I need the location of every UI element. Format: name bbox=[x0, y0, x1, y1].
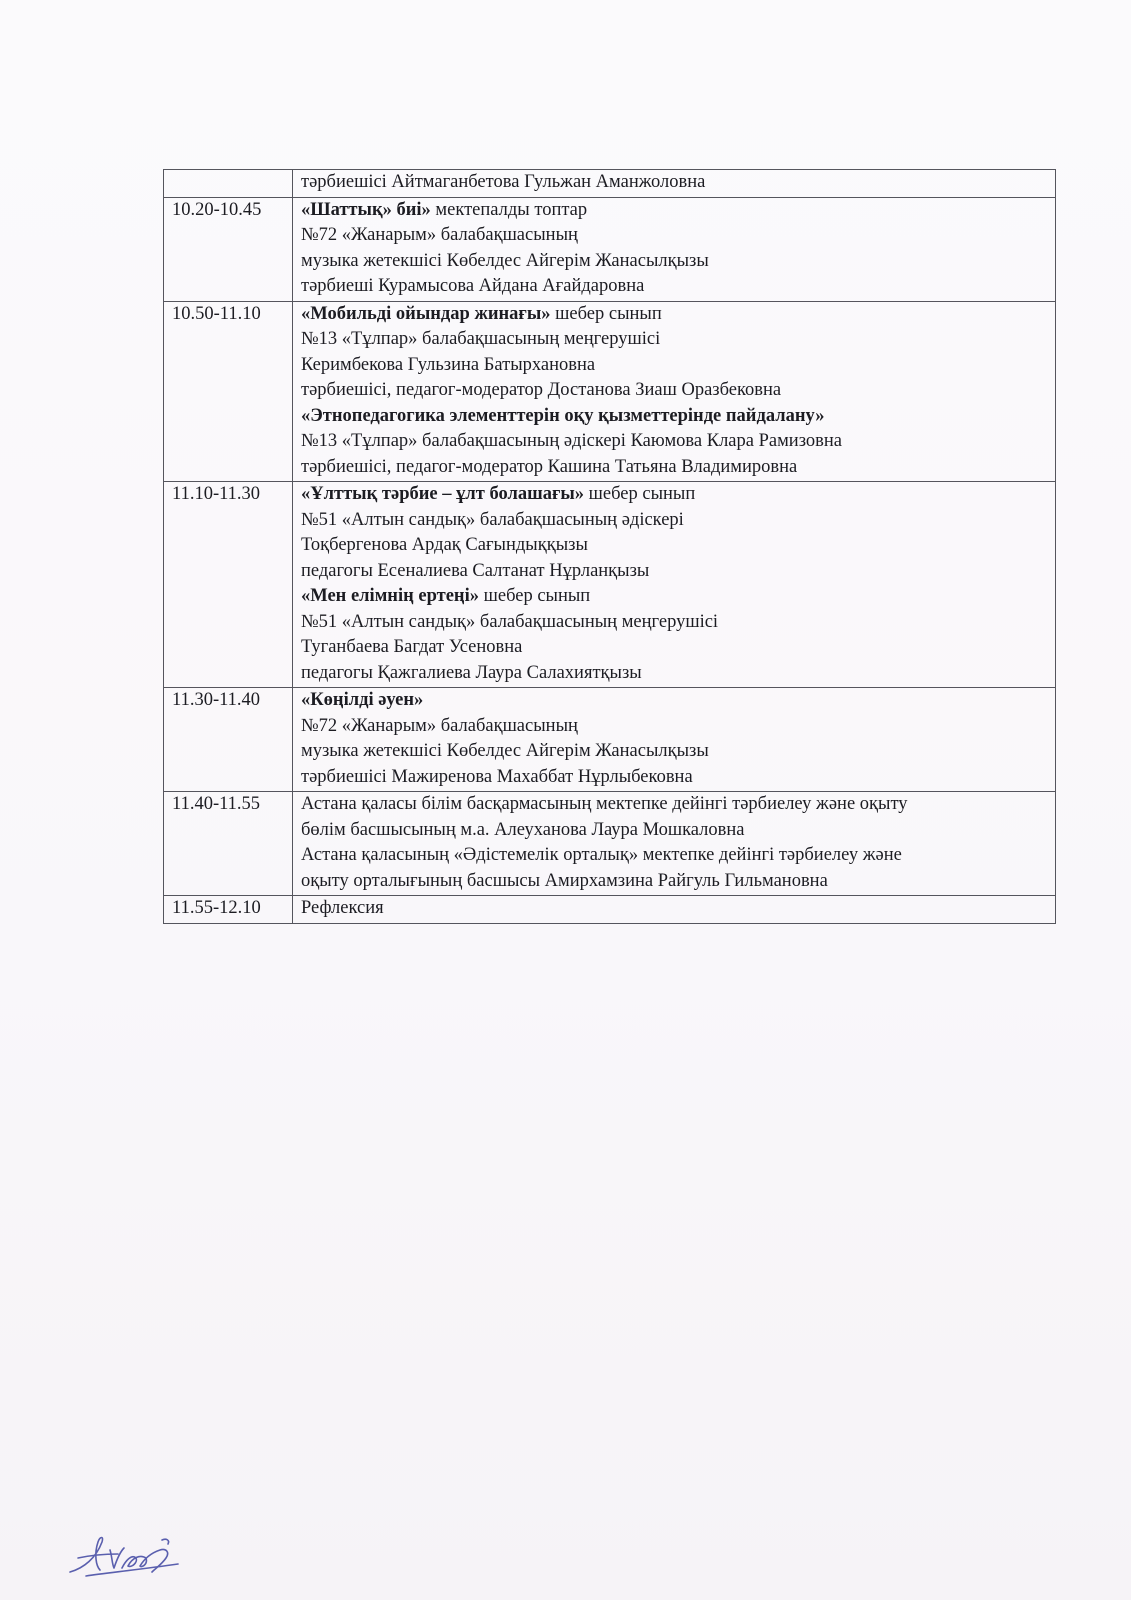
description-line bbox=[301, 198, 1049, 224]
description-line bbox=[301, 327, 1049, 353]
line-text: педагогы Қажгалиева Лаура Салахиятқызы bbox=[301, 662, 642, 683]
event-title: «Ұлттық тәрбие – ұлт болашағы» bbox=[301, 484, 585, 504]
description-line bbox=[301, 508, 1049, 534]
line-text: тәрбиешісі, педагог-модератор Кашина Татьяна Владимировна bbox=[301, 456, 798, 477]
description-line bbox=[301, 688, 1049, 714]
description-line bbox=[301, 249, 1049, 275]
time-slot: 11.30-11.40 bbox=[164, 688, 293, 792]
description-line bbox=[301, 635, 1049, 661]
description-line bbox=[301, 714, 1049, 740]
description-line bbox=[301, 584, 1049, 610]
schedule-row bbox=[164, 170, 1056, 198]
time-slot: 10.20-10.45 bbox=[164, 197, 293, 301]
line-text: №72 «Жанарым» балабақшасының bbox=[301, 715, 578, 736]
line-text: Керимбекова Гульзина Батырхановна bbox=[301, 354, 596, 375]
description-line bbox=[301, 482, 1049, 508]
event-description bbox=[293, 197, 1056, 301]
line-text: №72 «Жанарым» балабақшасының bbox=[301, 225, 578, 245]
description-line bbox=[301, 378, 1049, 404]
description-line bbox=[301, 610, 1049, 636]
line-text: оқыту орталығының басшысы Амирхамзина Райгуль Гильмановна bbox=[301, 870, 828, 891]
schedule-body bbox=[164, 170, 1056, 924]
line-text: шебер сынып bbox=[550, 303, 662, 324]
description-line bbox=[301, 896, 1049, 922]
line-text: №51 «Алтын сандық» балабақшасының меңгерушісі bbox=[301, 611, 719, 632]
line-text: Туганбаева Багдат Усеновна bbox=[301, 637, 523, 657]
description-line bbox=[301, 429, 1049, 455]
description-line bbox=[301, 455, 1049, 481]
description-line bbox=[301, 170, 1049, 196]
event-description bbox=[293, 170, 1056, 198]
event-description bbox=[293, 688, 1056, 792]
line-text: бөлім басшысының м.а. Алеуханова Лаура Мошкаловна bbox=[301, 819, 745, 840]
line-text: тәрбиеші Курамысова Айдана Ағайдаровна bbox=[301, 276, 645, 296]
event-description bbox=[293, 301, 1056, 482]
description-line bbox=[301, 274, 1049, 300]
line-text: шебер сынып bbox=[584, 484, 696, 504]
description-line bbox=[301, 661, 1049, 687]
event-title: «Көңілді әуен» bbox=[301, 690, 424, 710]
time-slot: 11.55-12.10 bbox=[164, 896, 293, 924]
description-line bbox=[301, 353, 1049, 379]
line-text: музыка жетекшісі Көбелдес Айгерім Жанасылқызы bbox=[301, 250, 709, 271]
event-title: «Мобильді ойындар жинағы» bbox=[301, 303, 551, 324]
event-description bbox=[293, 896, 1056, 924]
event-title: «Этнопедагогика элементтерін оқу қызметтерінде пайдалану» bbox=[301, 405, 825, 426]
description-line bbox=[301, 559, 1049, 585]
time-slot: 11.10-11.30 bbox=[164, 482, 293, 688]
description-line bbox=[301, 223, 1049, 249]
line-text: шебер сынып bbox=[478, 586, 591, 606]
event-title: «Мен елімнің ертеңі» bbox=[301, 586, 479, 606]
event-description bbox=[293, 792, 1056, 896]
description-line bbox=[301, 533, 1049, 559]
line-text: мектепалды топтар bbox=[430, 199, 588, 220]
line-text: тәрбиешісі Мажиренова Махаббат Нұрлыбековна bbox=[301, 766, 693, 787]
line-text: тәрбиешісі Айтмаганбетова Гульжан Аманжоловна bbox=[301, 172, 706, 192]
schedule-row bbox=[164, 197, 1056, 301]
time-slot bbox=[164, 170, 293, 198]
event-title: «Шаттық» биі» bbox=[301, 199, 431, 220]
schedule-row bbox=[164, 688, 1056, 792]
line-text: Тоқбергенова Ардақ Сағындыққызы bbox=[301, 535, 588, 555]
line-text: Астана қаласы білім басқармасының мектепке дейінгі тәрбиелеу және оқыту bbox=[301, 794, 908, 814]
description-line bbox=[301, 818, 1049, 844]
line-text: музыка жетекшісі Көбелдес Айгерім Жанасылқызы bbox=[301, 741, 709, 761]
line-text: №51 «Алтын сандық» балабақшасының әдіскері bbox=[301, 509, 684, 530]
description-line bbox=[301, 302, 1049, 328]
description-line bbox=[301, 404, 1049, 430]
description-line bbox=[301, 843, 1049, 869]
line-text: Астана қаласының «Әдістемелік орталық» мектепке дейінгі тәрбиелеу және bbox=[301, 845, 902, 865]
line-text: тәрбиешісі, педагог-модератор Достанова Зиаш Оразбековна bbox=[301, 380, 782, 400]
line-text: Рефлексия bbox=[301, 898, 384, 918]
description-line bbox=[301, 869, 1049, 895]
event-description bbox=[293, 482, 1056, 688]
description-line bbox=[301, 765, 1049, 791]
time-slot: 10.50-11.10 bbox=[164, 301, 293, 482]
line-text: №13 «Тұлпар» балабақшасының меңгерушісі bbox=[301, 329, 661, 349]
description-line bbox=[301, 739, 1049, 765]
signature-icon bbox=[66, 1528, 184, 1580]
schedule-table bbox=[163, 169, 1056, 924]
time-slot: 11.40-11.55 bbox=[164, 792, 293, 896]
schedule-row bbox=[164, 482, 1056, 688]
schedule-row bbox=[164, 896, 1056, 924]
schedule-row bbox=[164, 301, 1056, 482]
description-line bbox=[301, 792, 1049, 818]
line-text: педагогы Есеналиева Салтанат Нұрланқызы bbox=[301, 560, 650, 581]
line-text: №13 «Тұлпар» балабақшасының әдіскері Каюмова Клара Рамизовна bbox=[301, 431, 843, 451]
schedule-row bbox=[164, 792, 1056, 896]
